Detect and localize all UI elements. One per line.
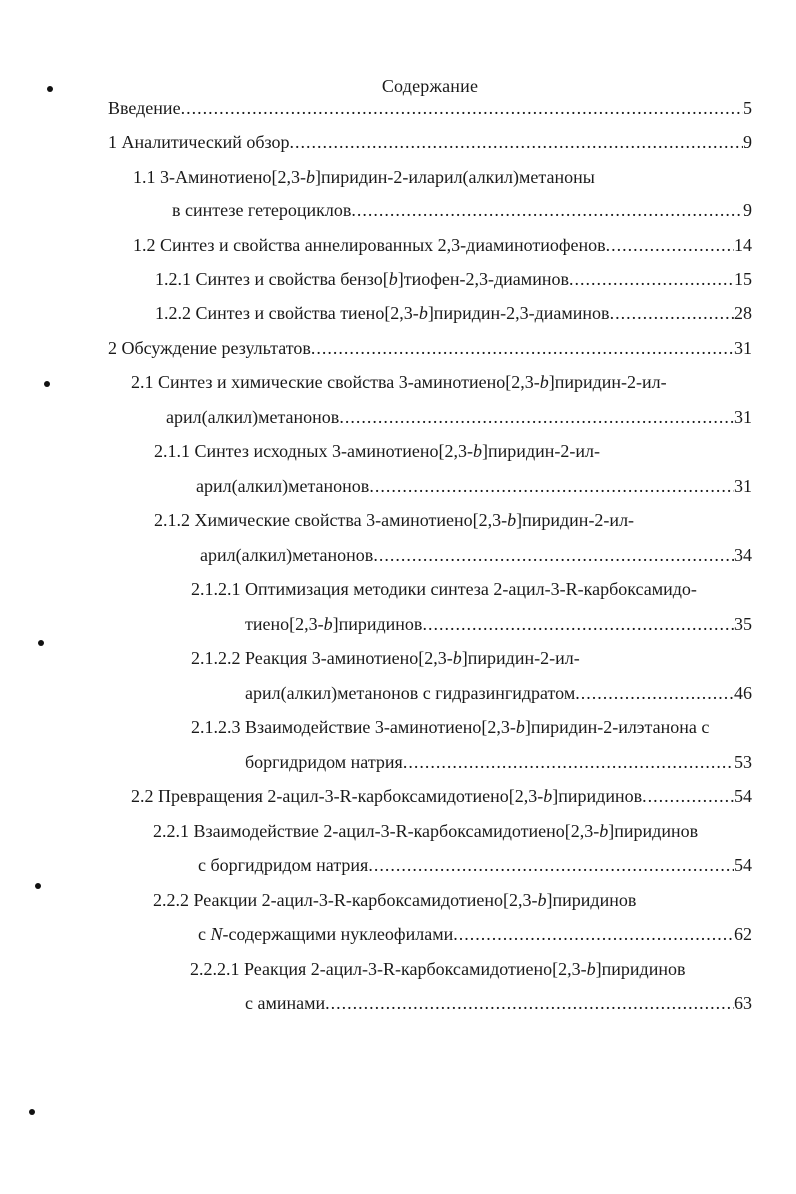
dot-leader — [181, 96, 743, 120]
dot-leader — [290, 130, 743, 154]
toc-title-italic: b — [543, 786, 553, 806]
toc-entry — [191, 646, 580, 670]
dot-leader — [569, 267, 734, 291]
toc-title-part: 2.1.1 Синтез исходных 3-аминотиено[2,3- — [154, 441, 474, 461]
page-number: 62 — [734, 924, 752, 944]
scan-mark — [38, 640, 44, 646]
scan-mark — [44, 381, 50, 387]
page-number: 9 — [743, 132, 752, 152]
toc-title-part: ]пиридинов — [546, 890, 637, 910]
toc-entry — [245, 991, 752, 1015]
toc-title-italic: b — [388, 269, 398, 289]
toc-entry — [131, 370, 667, 394]
dot-leader — [369, 474, 734, 498]
dot-leader — [575, 681, 734, 705]
toc-title-part: ]пиридин-2-ил- — [482, 441, 600, 461]
toc-entry — [191, 715, 709, 739]
toc-title-part: 2.2.2.1 Реакция 2-ацил-3-R-карбоксамидотиено[2,3- — [190, 959, 587, 979]
toc-title-part: ]пиридин-2-илэтанона с — [524, 717, 710, 737]
dot-leader — [642, 784, 734, 808]
toc-title-part: 2.1.2.3 Взаимодействие 3-аминотиено[2,3- — [191, 717, 516, 737]
toc-entry — [133, 233, 752, 257]
toc-entry-title — [154, 510, 634, 530]
toc-entry — [155, 267, 752, 291]
toc-title-part: ]пиридинов — [595, 959, 686, 979]
page-number: 9 — [743, 200, 752, 220]
toc-entry — [155, 301, 752, 325]
toc-title-italic: b — [418, 303, 428, 323]
toc-entry-title — [191, 717, 709, 737]
toc-title-part: 1.2.1 Синтез и свойства бензо[ — [155, 269, 389, 289]
toc-entry — [154, 439, 600, 463]
toc-title-italic: b — [507, 510, 517, 530]
toc-entry — [133, 165, 595, 189]
page-number: 35 — [734, 614, 752, 634]
scan-mark — [35, 883, 41, 889]
toc-entry — [200, 543, 752, 567]
toc-entry-title: арил(алкил)метанонов — [196, 476, 370, 496]
toc-entry-title — [190, 959, 685, 979]
toc-title-part: -содержащими нуклеофилами — [222, 924, 454, 944]
toc-title-italic: b — [586, 959, 596, 979]
page-number: 53 — [734, 752, 752, 772]
toc-title-part: с — [198, 924, 211, 944]
toc-title-italic: b — [473, 441, 483, 461]
toc-entry-title — [191, 648, 580, 668]
toc-title-part: 2.1 Синтез и химические свойства 3-аминотиено[2,3- — [131, 372, 540, 392]
toc-entry-title — [198, 922, 453, 946]
toc-entry-title: с боргидридом натрия — [198, 855, 369, 875]
toc-entry — [196, 474, 752, 498]
toc-entry — [153, 888, 636, 912]
toc-title-italic: b — [452, 648, 462, 668]
toc-title-part: ]пиридинов — [552, 786, 643, 806]
page-number: 31 — [734, 407, 752, 427]
scan-mark — [47, 86, 53, 92]
dot-leader — [606, 233, 734, 257]
toc-entry — [153, 819, 698, 843]
toc-entry-title — [155, 267, 569, 291]
page-number: 34 — [734, 545, 752, 565]
toc-title-part: ]пиридинов — [608, 821, 699, 841]
page-number: 63 — [734, 993, 752, 1013]
toc-entry-title — [153, 890, 636, 910]
page-title: Содержание — [381, 76, 479, 96]
toc-entry — [245, 681, 752, 705]
toc-entry — [108, 336, 752, 360]
toc-entry-title: арил(алкил)метанонов — [166, 407, 340, 427]
page-number: 46 — [734, 683, 752, 703]
toc-entry-title: Введение — [108, 98, 181, 118]
toc-entry-title: 1 Аналитический обзор — [108, 132, 290, 152]
toc-entry-title — [153, 821, 698, 841]
toc-title-part: 2.2 Превращения 2-ацил-3-R-карбоксамидотиено[2,3- — [131, 786, 544, 806]
toc-title-part: 2.2.1 Взаимодействие 2-ацил-3-R-карбоксамидотиено[2,3- — [153, 821, 600, 841]
dot-leader — [351, 198, 743, 222]
page-number: 31 — [734, 338, 752, 358]
toc-entry — [245, 612, 752, 636]
toc-entry-title: 2 Обсуждение результатов — [108, 338, 311, 358]
toc-entry — [190, 957, 685, 981]
toc-entry-title: 1.2 Синтез и свойства аннелированных 2,3-диаминотиофенов — [133, 235, 606, 255]
toc-entry — [131, 784, 752, 808]
dot-leader — [311, 336, 734, 360]
toc-title-part: 1.2.2 Синтез и свойства тиено[2,3- — [155, 303, 419, 323]
page-number: 14 — [734, 235, 752, 255]
toc-entry — [191, 577, 697, 601]
toc-entry-title: в синтезе гетероциклов — [172, 200, 352, 220]
toc-title-italic: N — [210, 924, 223, 944]
toc-entry — [198, 853, 752, 877]
toc-title-italic: b — [599, 821, 609, 841]
dot-leader — [368, 853, 734, 877]
toc-entry-title — [131, 784, 642, 808]
toc-title-italic: b — [539, 372, 549, 392]
toc-entry — [172, 198, 752, 222]
dot-leader — [610, 301, 734, 325]
toc-title-part: ]пиридин-2-ил- — [516, 510, 635, 530]
dot-leader — [325, 991, 734, 1015]
page-number: 5 — [743, 98, 752, 118]
toc-entry-title: арил(алкил)метанонов с гидразингидратом — [245, 683, 576, 703]
toc-entry-title — [131, 372, 667, 392]
page-number: 15 — [734, 269, 752, 289]
toc-entry — [245, 750, 752, 774]
dot-leader — [403, 750, 734, 774]
toc-title-part: 2.1.2.2 Реакция 3-аминотиено[2,3- — [191, 648, 453, 668]
toc-title-part: ]пиридин-2-ил- — [548, 372, 667, 392]
toc-title-part: 2.1.2 Химические свойства 3-аминотиено[2,3- — [154, 510, 508, 530]
toc-entry — [154, 508, 634, 532]
toc-title-italic: b — [306, 167, 316, 187]
toc-title-part: ]пиридин-2,3-диаминов — [427, 303, 610, 323]
page-number: 54 — [734, 855, 752, 875]
toc-entry-title: с аминами — [245, 993, 326, 1013]
dot-leader — [422, 612, 734, 636]
toc-title-part: ]пиридинов — [332, 614, 423, 634]
scan-mark — [29, 1109, 35, 1115]
toc-title-part: тиено[2,3- — [245, 614, 324, 634]
toc-title-italic: b — [537, 890, 547, 910]
toc-entry-title — [154, 441, 600, 461]
toc-entry-title — [155, 301, 610, 325]
page-number: 31 — [734, 476, 752, 496]
dot-leader — [339, 405, 734, 429]
page-number: 54 — [734, 786, 752, 806]
toc-entry-title — [245, 612, 422, 636]
toc-title-part: 1.1 3-Аминотиено[2,3- — [133, 167, 307, 187]
toc-entry — [198, 922, 752, 946]
toc-title-part: ]пиридин-2-иларил(алкил)метаноны — [315, 167, 595, 187]
toc-entry-title: 2.1.2.1 Оптимизация методики синтеза 2-ацил-3-R-карбоксамидо- — [191, 579, 697, 599]
toc-title-part: 2.2.2 Реакции 2-ацил-3-R-карбоксамидотиено[2,3- — [153, 890, 538, 910]
toc-entry-title — [133, 167, 595, 187]
toc-entry-title: арил(алкил)метанонов — [200, 545, 374, 565]
toc-entry — [108, 96, 752, 120]
toc-title-italic: b — [323, 614, 333, 634]
toc-title-italic: b — [515, 717, 525, 737]
toc-entry-title: боргидридом натрия — [245, 752, 403, 772]
toc-entry — [108, 130, 752, 154]
dot-leader — [373, 543, 734, 567]
dot-leader — [453, 922, 734, 946]
toc-title-part: ]тиофен-2,3-диаминов — [397, 269, 569, 289]
page-number: 28 — [734, 303, 752, 323]
toc-title-part: ]пиридин-2-ил- — [461, 648, 580, 668]
toc-entry — [166, 405, 752, 429]
